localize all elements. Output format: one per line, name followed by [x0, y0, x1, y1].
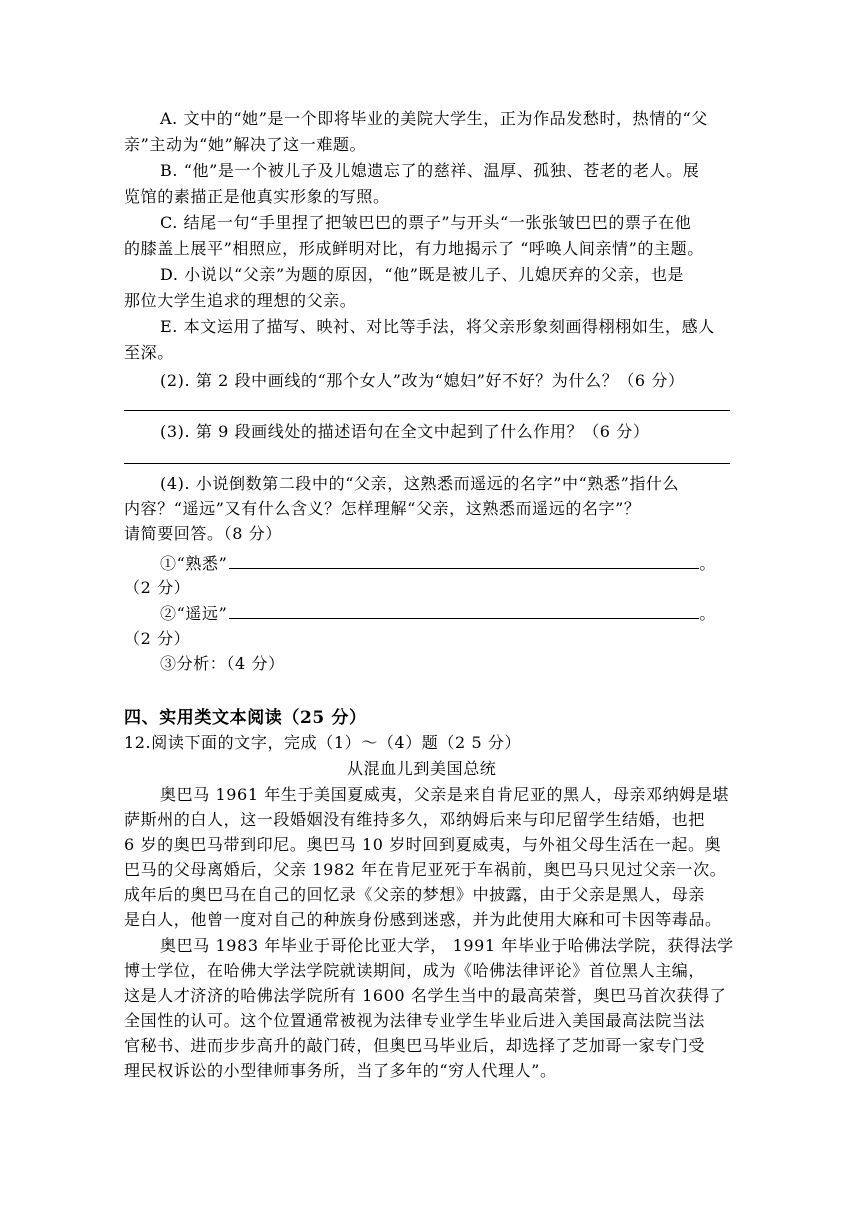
- blank-2-fill[interactable]: [229, 601, 699, 619]
- option-e-line-1: E. 本文运用了描写、映衬、对比等手法，将父亲形象刻画得栩栩如生，感人: [160, 317, 715, 336]
- question-4-line-1: (4). 小说倒数第二段中的“父亲，这熟悉而遥远的名字”中“熟悉”指什么: [160, 474, 680, 493]
- option-b-line-2: 览馆的素描正是他真实形象的写照。: [124, 187, 390, 206]
- question-3: (3). 第 9 段画线处的描述语句在全文中起到了什么作用？（6 分）: [160, 422, 650, 441]
- paragraph-1-line-1: 奥巴马 1961 年生于美国夏威夷，父亲是来自肯尼亚的黑人，母亲邓纳姆是堪: [160, 785, 730, 804]
- paragraph-2-line-5: 官秘书、进而步步高升的敲门砖，但奥巴马毕业后，却选择了芝加哥一家专门受: [124, 1036, 706, 1055]
- section-4-heading: 四、实用类文本阅读（25 分）: [124, 708, 367, 728]
- paragraph-2-line-2: 博士学位，在哈佛大学法学院就读期间，成为《哈佛法律评论》首位黑人主编，: [124, 961, 706, 980]
- blank-2: [160, 601, 716, 626]
- paragraph-1-line-5: 成年后的奥巴马在自己的回忆录《父亲的梦想》中披露，由于父亲是黑人，母亲: [124, 885, 706, 904]
- blank-2-end: 。: [699, 604, 716, 623]
- question-2: (2). 第 2 段中画线的“那个女人”改为“媳妇”好不好？为什么？（6 分）: [160, 371, 685, 390]
- answer-line-q3[interactable]: [124, 463, 730, 464]
- blank-3: ③分析：（4 分）: [160, 654, 285, 673]
- option-d-line-2: 那位大学生追求的理想的父亲。: [124, 291, 357, 310]
- blank-1-label: ①“熟悉”: [160, 554, 228, 573]
- article-title: 从混血儿到美国总统: [347, 759, 497, 778]
- option-a-line-1: A. 文中的“她”是一个即将毕业的美院大学生，正为作品发愁时，热情的“父: [160, 109, 708, 128]
- paragraph-1-line-2: 萨斯州的白人，这一段婚姻没有维持多久，邓纳姆后来与印尼留学生结婚，也把: [124, 810, 706, 829]
- paragraph-2-line-4: 全国性的认可。这个位置通常被视为法律专业学生毕业后进入美国最高法院当法: [124, 1011, 706, 1030]
- paragraph-1-line-3: 6 岁的奥巴马带到印尼。奥巴马 10 岁时回到夏威夷，与外祖父母生活在一起。奥: [124, 835, 722, 854]
- paragraph-1-line-6: 是白人，他曾一度对自己的种族身份感到迷惑，并为此使用大麻和可卡因等毒品。: [124, 910, 722, 929]
- blank-1-score: （2 分）: [124, 578, 191, 597]
- paragraph-2-line-6: 理民权诉讼的小型律师事务所，当了多年的“穷人代理人”。: [124, 1061, 557, 1080]
- option-d-line-1: D. 小说以“父亲”为题的原因，“他”既是被儿子、儿媳厌弃的父亲，也是: [160, 265, 685, 284]
- option-e-line-2: 至深。: [124, 343, 174, 362]
- paragraph-2-line-3: 这是人才济济的哈佛法学院所有 1600 名学生当中的最高荣誉，奥巴马首次获得了: [124, 986, 727, 1005]
- question-4-line-2: 内容？“遥远”又有什么含义？怎样理解“父亲，这熟悉而遥远的名字”？: [124, 499, 641, 518]
- blank-2-score: （2 分）: [124, 629, 191, 648]
- option-c-line-2: 的膝盖上展平”相照应，形成鲜明对比，有力地揭示了 “呼唤人间亲情”的主题。: [124, 239, 704, 258]
- option-a-line-2: 亲”主动为“她”解决了这一难题。: [124, 135, 367, 154]
- question-4-line-3: 请简要回答。（8 分）: [124, 524, 282, 543]
- blank-1-end: 。: [699, 554, 716, 573]
- blank-1: [160, 551, 716, 576]
- paragraph-1-line-4: 巴马的父母离婚后，父亲 1982 年在肯尼亚死于车祸前，奥巴马只见过父亲一次。: [124, 860, 727, 879]
- option-c-line-1: C. 结尾一句“手里捏了把皱巴巴的票子”与开头“一张张皱巴巴的票子在他: [160, 213, 692, 232]
- answer-line-q2[interactable]: [124, 410, 730, 411]
- paragraph-2-line-1: 奥巴马 1983 年毕业于哥伦比亚大学， 1991 年毕业于哈佛法学院，获得法学: [160, 936, 734, 955]
- blank-2-label: ②“遥远”: [160, 604, 228, 623]
- blank-1-fill[interactable]: [229, 551, 699, 569]
- question-12: 12.阅读下面的文字，完成（1）～（4）题（2 5 分）: [124, 733, 522, 752]
- option-b-line-1: B. “他”是一个被儿子及儿媳遗忘了的慈祥、温厚、孤独、苍老的老人。展: [160, 161, 700, 180]
